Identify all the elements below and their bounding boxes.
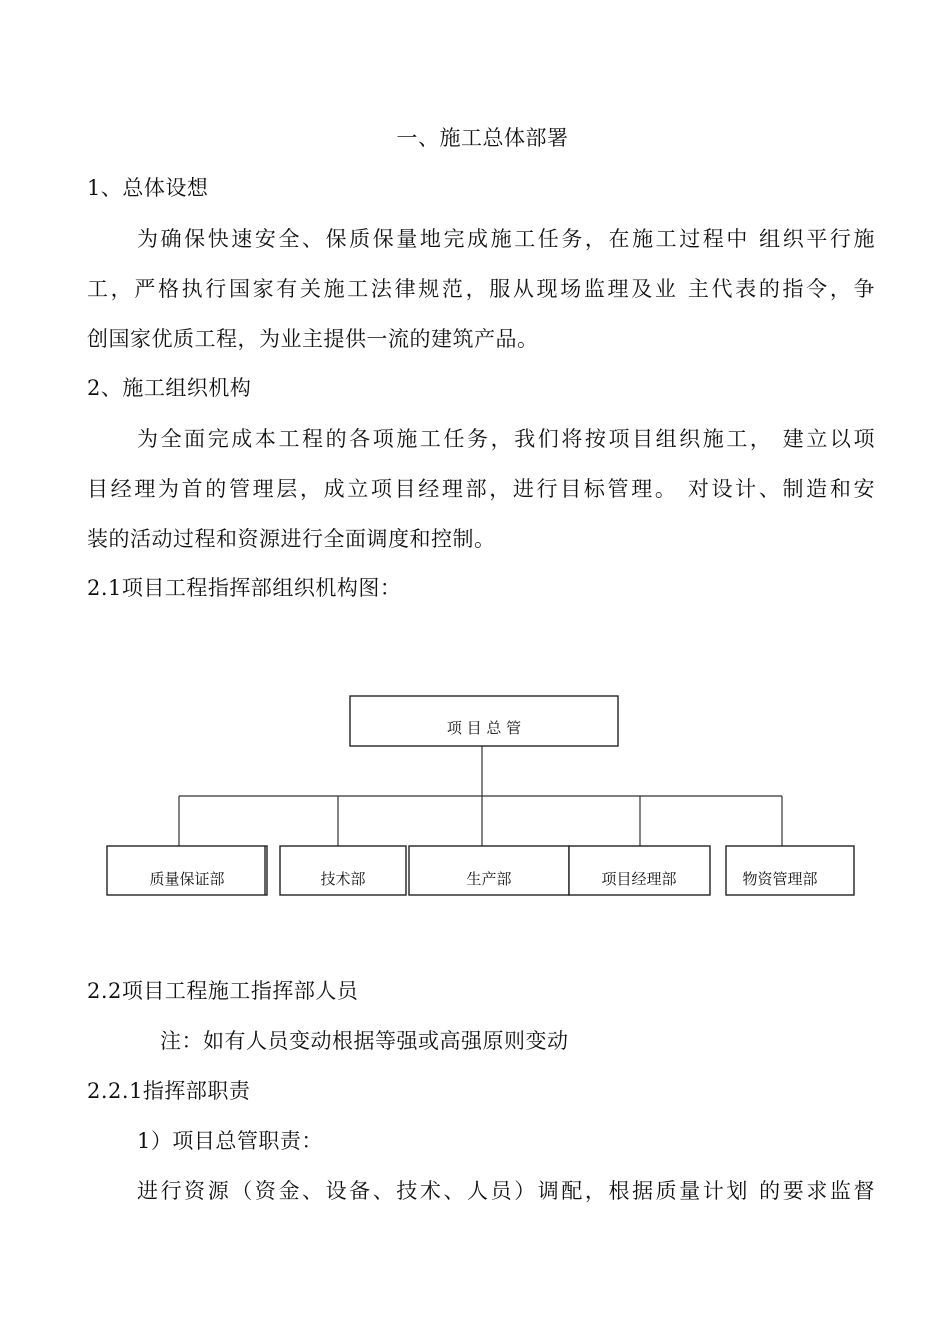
org-box-production xyxy=(409,846,569,895)
org-box-top xyxy=(350,696,618,746)
section-1-paragraph-line-2: 工，严格执行国家有关施工法律规范，服从现场监理及业 主代表的指令，争 xyxy=(87,277,875,301)
org-connectors xyxy=(179,746,782,846)
org-chart xyxy=(0,680,950,910)
org-top-label: 项 目 总 管 xyxy=(446,719,522,737)
section-2-2-1-heading: 2.2.1指挥部职责 xyxy=(87,1079,251,1103)
section-2-heading: 2、施工组织机构 xyxy=(87,376,252,400)
org-dept-label: 项目经理部 xyxy=(601,870,677,888)
org-box-materials xyxy=(726,846,854,895)
section-2-1-heading: 2.1项目工程指挥部组织机构图： xyxy=(87,576,402,600)
section-2-paragraph-line-3: 装的活动过程和资源进行全面调度和控制。 xyxy=(87,527,496,551)
section-2-paragraph-line-2: 目经理为首的管理层，成立项目经理部，进行目标管理。 对设计、制造和安 xyxy=(87,477,875,501)
section-2-paragraph-line-1: 为全面完成本工程的各项施工任务，我们将按项目组织施工， 建立以项 xyxy=(137,427,875,451)
section-1-heading: 1、总体设想 xyxy=(87,176,209,200)
duty-item-1-text: 进行资源（资金、设备、技术、人员）调配，根据质量计划 的要求监督 xyxy=(137,1179,875,1203)
section-2-2-heading: 2.2项目工程施工指挥部人员 xyxy=(87,979,359,1003)
org-box-quality xyxy=(107,846,267,895)
duty-item-1-heading: 1）项目总管职责： xyxy=(137,1129,323,1153)
document-title: 一、施工总体部署 xyxy=(396,126,569,150)
org-dept-label: 质量保证部 xyxy=(149,870,225,888)
section-2-2-note: 注：如有人员变动根据等强或高强原则变动 xyxy=(160,1029,569,1053)
org-dept-label: 技术部 xyxy=(320,870,366,888)
org-dept-label: 物资管理部 xyxy=(742,870,818,888)
section-1-paragraph-line-3: 创国家优质工程，为业主提供一流的建筑产品。 xyxy=(87,327,539,351)
org-box-technical xyxy=(280,846,406,895)
org-dept-label: 生产部 xyxy=(466,870,512,888)
section-1-paragraph-line-1: 为确保快速安全、保质保量地完成施工任务，在施工过程中 组织平行施 xyxy=(137,227,875,251)
org-box-project-manager xyxy=(569,846,710,895)
